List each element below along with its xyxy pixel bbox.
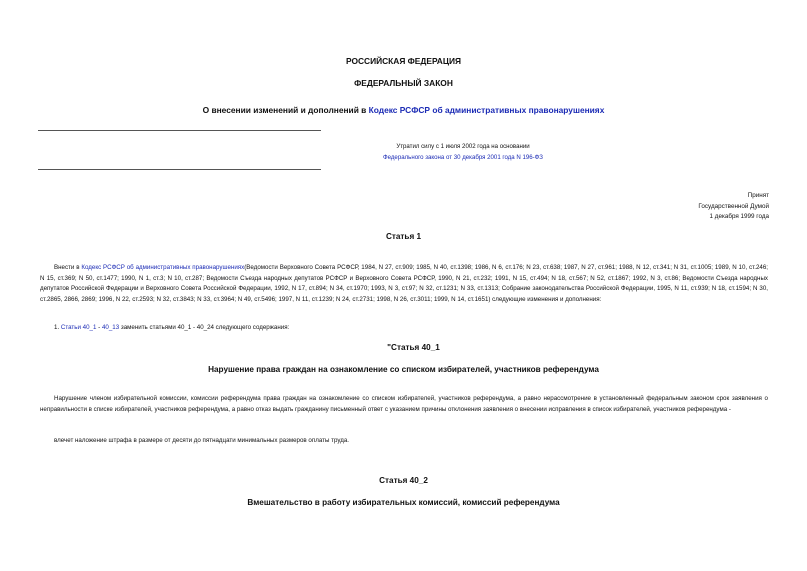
codex-link[interactable]: Кодекс РСФСР об административных правонарушениях	[368, 105, 605, 115]
article-1-item-1	[40, 323, 768, 334]
status-link-row	[38, 154, 807, 161]
article-40-1-penalty: влечет наложение штрафа в размере от десяти до пятнадцати минимальных размеров оплаты труда.	[54, 437, 350, 444]
adoption-line-2: Государственной Думой	[698, 202, 769, 210]
divider-top	[38, 130, 321, 131]
article-40-2-title: Вмешательство в работу избирательных комиссий, комиссий референдума	[247, 498, 560, 507]
adoption-date: 1 декабря 1999 года	[709, 213, 769, 220]
intro-text: (Ведомости Верховного Совета РСФСР, 1984, N 27, ст.909; 1985, N 40, ст.1398; 1986, N 6, ст.176; N 23, ст.638; 1987, N 27, ст.961; 1988, N 12, ст.341; N 31, ст.1005; 1989, N 10, ст.246; N 15, ст.369; N 50, ст.1477; 1990, N 1, ст.3; N 10, ст.287; Ведомости Съезда народных депутатов РСФСР и Верховного Совета РСФСР, 1990, N 21, ст.232; 1991, N 15, ст.494; N 18, ст.567; N 52, ст.1867; 1992, N 3, ст.86; Ведомости Съезда народных депутатов Российской Федерации и Верховного Совета Российской Федерации, 1992, N 17, ст.894; N 34, ст.1970; 1993, N 3, ст.97; N 32, ст.1231; N 33, ст.1313; Собрание законодательства Российской Федерации, 1995, N 11, ст.939; N 18, ст.1594; N 30, ст.2865, 2866, 2869; 1996, N 22, ст.2593; N 32, ст.3843; N 33, ст.3964; N 49, ст.5496; 1997, N 11, ст.1239; N 24, ст.2731; 1998, N 26, ст.3011; 1999, N 14, ст.1651) следующие изменения и дополнения:	[40, 264, 768, 303]
repeal-law-link[interactable]: Федерального закона от 30 декабря 2001 года N 196-ФЗ	[382, 154, 543, 161]
intro-codex-link[interactable]: Кодекс РСФСР об административных правонарушениях	[81, 264, 245, 271]
article-40-1-heading: "Статья 40_1	[387, 343, 440, 352]
law-title	[0, 105, 807, 115]
article-40-1-body: Нарушение членом избирательной комиссии, комиссии референдума права граждан на ознакомление со списком избирателей, участников референдума, а равно нерассмотрение в установленный федеральным законом срок заявления о неправильности в списке избирателей, участников референдума, а равно отказ выдать гражданину письменный ответ с указанием причины отклонения заявления о внесении исправления в список избирателей, участников референдума -	[40, 395, 768, 413]
article-40-1-title: Нарушение права граждан на ознакомление со списком избирателей, участников референдума	[208, 365, 599, 374]
intro-prefix: Внести в	[54, 264, 82, 271]
law-title-prefix: О внесении изменений и дополнений в	[202, 105, 369, 115]
item-1-number: 1.	[54, 324, 61, 331]
adoption-block	[698, 191, 769, 223]
divider-bottom	[38, 169, 321, 170]
law-type-heading: ФЕДЕРАЛЬНЫЙ ЗАКОН	[354, 78, 453, 88]
country-heading: РОССИЙСКАЯ ФЕДЕРАЦИЯ	[345, 56, 462, 66]
item-1-text: заменить статьями 40_1 - 40_24 следующего содержания:	[119, 324, 290, 331]
item-1-dash: -	[96, 324, 102, 331]
article-40-13-link[interactable]: 40_13	[101, 324, 120, 331]
status-line: Утратил силу с 1 июля 2002 года на основании	[396, 143, 530, 150]
article-40-2-heading: Статья 40_2	[379, 476, 428, 485]
articles-40-1-link[interactable]: Статьи 40_1	[60, 324, 97, 331]
article-1-heading: Статья 1	[385, 232, 422, 241]
adoption-line-1: Принят	[747, 192, 769, 199]
article-1-intro	[40, 263, 768, 305]
